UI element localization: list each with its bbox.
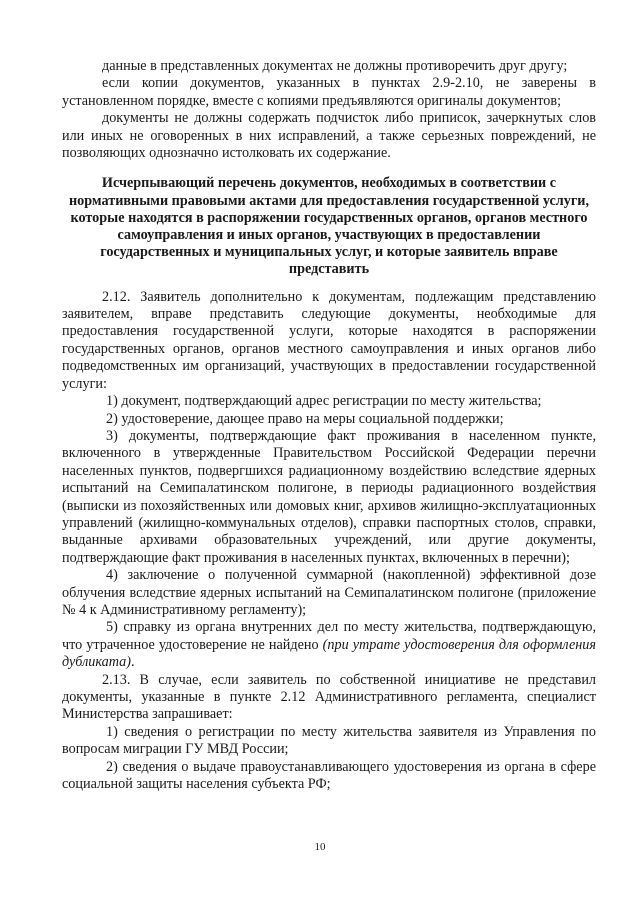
list-item-italic-note: (при утрате удостоверения для оформления дубликата)	[62, 636, 596, 671]
list-item: 1) сведения о регистрации по месту жительства заявителя из Управления по вопросам миграции ГУ МВД России;	[62, 723, 596, 758]
paragraph: документы не должны содержать подчисток либо приписок, зачеркнутых слов или иных не оговоренных в них исправлений, а также серьезных повреждений, не позволяющих однозначно истолковать их содержание.	[62, 110, 596, 162]
list-item: 2) сведения о выдаче правоустанавливающего удостоверения из органа в сфере социальной защиты населения субъекта РФ;	[62, 758, 596, 793]
list-item: 3) документы, подтверждающие факт проживания в населенном пункте, включенного в утвержденные Правительством Российской Федерации перечни населенных пунктов, подвергшихся радиационному воздействию вследствие ядерных испытаний на Семипалатинском полигоне, в периоды радиационного воздействия (выписки из похозяйственных или домовых книг, архивов жилищно-эксплуатационных управлений (жилищно-коммунальных отделов), справки паспортных столов, справки, выданные архивами образовательных учреждений, или другие документы, подтверждающие факт проживания в населенных пунктах, включенных в перечни);	[62, 427, 596, 566]
list-item: 1) документ, подтверждающий адрес регистрации по месту жительства;	[106, 393, 542, 410]
list-item	[62, 619, 596, 671]
page-number: 10	[314, 841, 326, 853]
list-item: 2) удостоверение, дающее право на меры социальной поддержки;	[106, 410, 504, 427]
list-item-text: 5) справку из органа внутренних дел по месту жительства, подтверждающую, что утраченное удостоверение не найдено	[62, 619, 596, 653]
list-item-end: .	[130, 654, 135, 671]
paragraph: если копии документов, указанных в пунктах 2.9-2.10, не заверены в установленном порядке, вместе с копиями предъявляются оригиналы документов;	[62, 75, 596, 109]
section-heading: Исчерпывающий перечень документов, необходимых в соответствии с нормативными правовыми актами для предоставления государственной услуги, которые находятся в распоряжении государственных органов, органов местного самоуправления и иных органов, участвующих в предоставлении государственных и муниципальных услуг, и которые заявитель вправе представить	[68, 175, 589, 278]
list-item: 4) заключение о полученной суммарной (накопленной) эффективной дозе облучения вследствие ядерных испытаний на Семипалатинском полигоне (приложение № 4 к Административному регламенту);	[62, 567, 596, 618]
paragraph: 2.13. В случае, если заявитель по собственной инициативе не представил документы, указанные в пункте 2.12 Административного регламента, специалист Министерства запрашивает:	[62, 671, 596, 723]
paragraph: 2.12. Заявитель дополнительно к документам, подлежащим представлению заявителем, вправе представить следующие документы, необходимые для предоставления государственной услуги, которые находятся в распоряжении государственных органов, органов местного самоуправления и иных органов либо подведомственных им организаций, участвующих в предоставлении государственной услуги:	[62, 288, 596, 392]
paragraph: данные в представленных документах не должны противоречить друг другу;	[102, 58, 568, 74]
document-page	[62, 58, 596, 793]
